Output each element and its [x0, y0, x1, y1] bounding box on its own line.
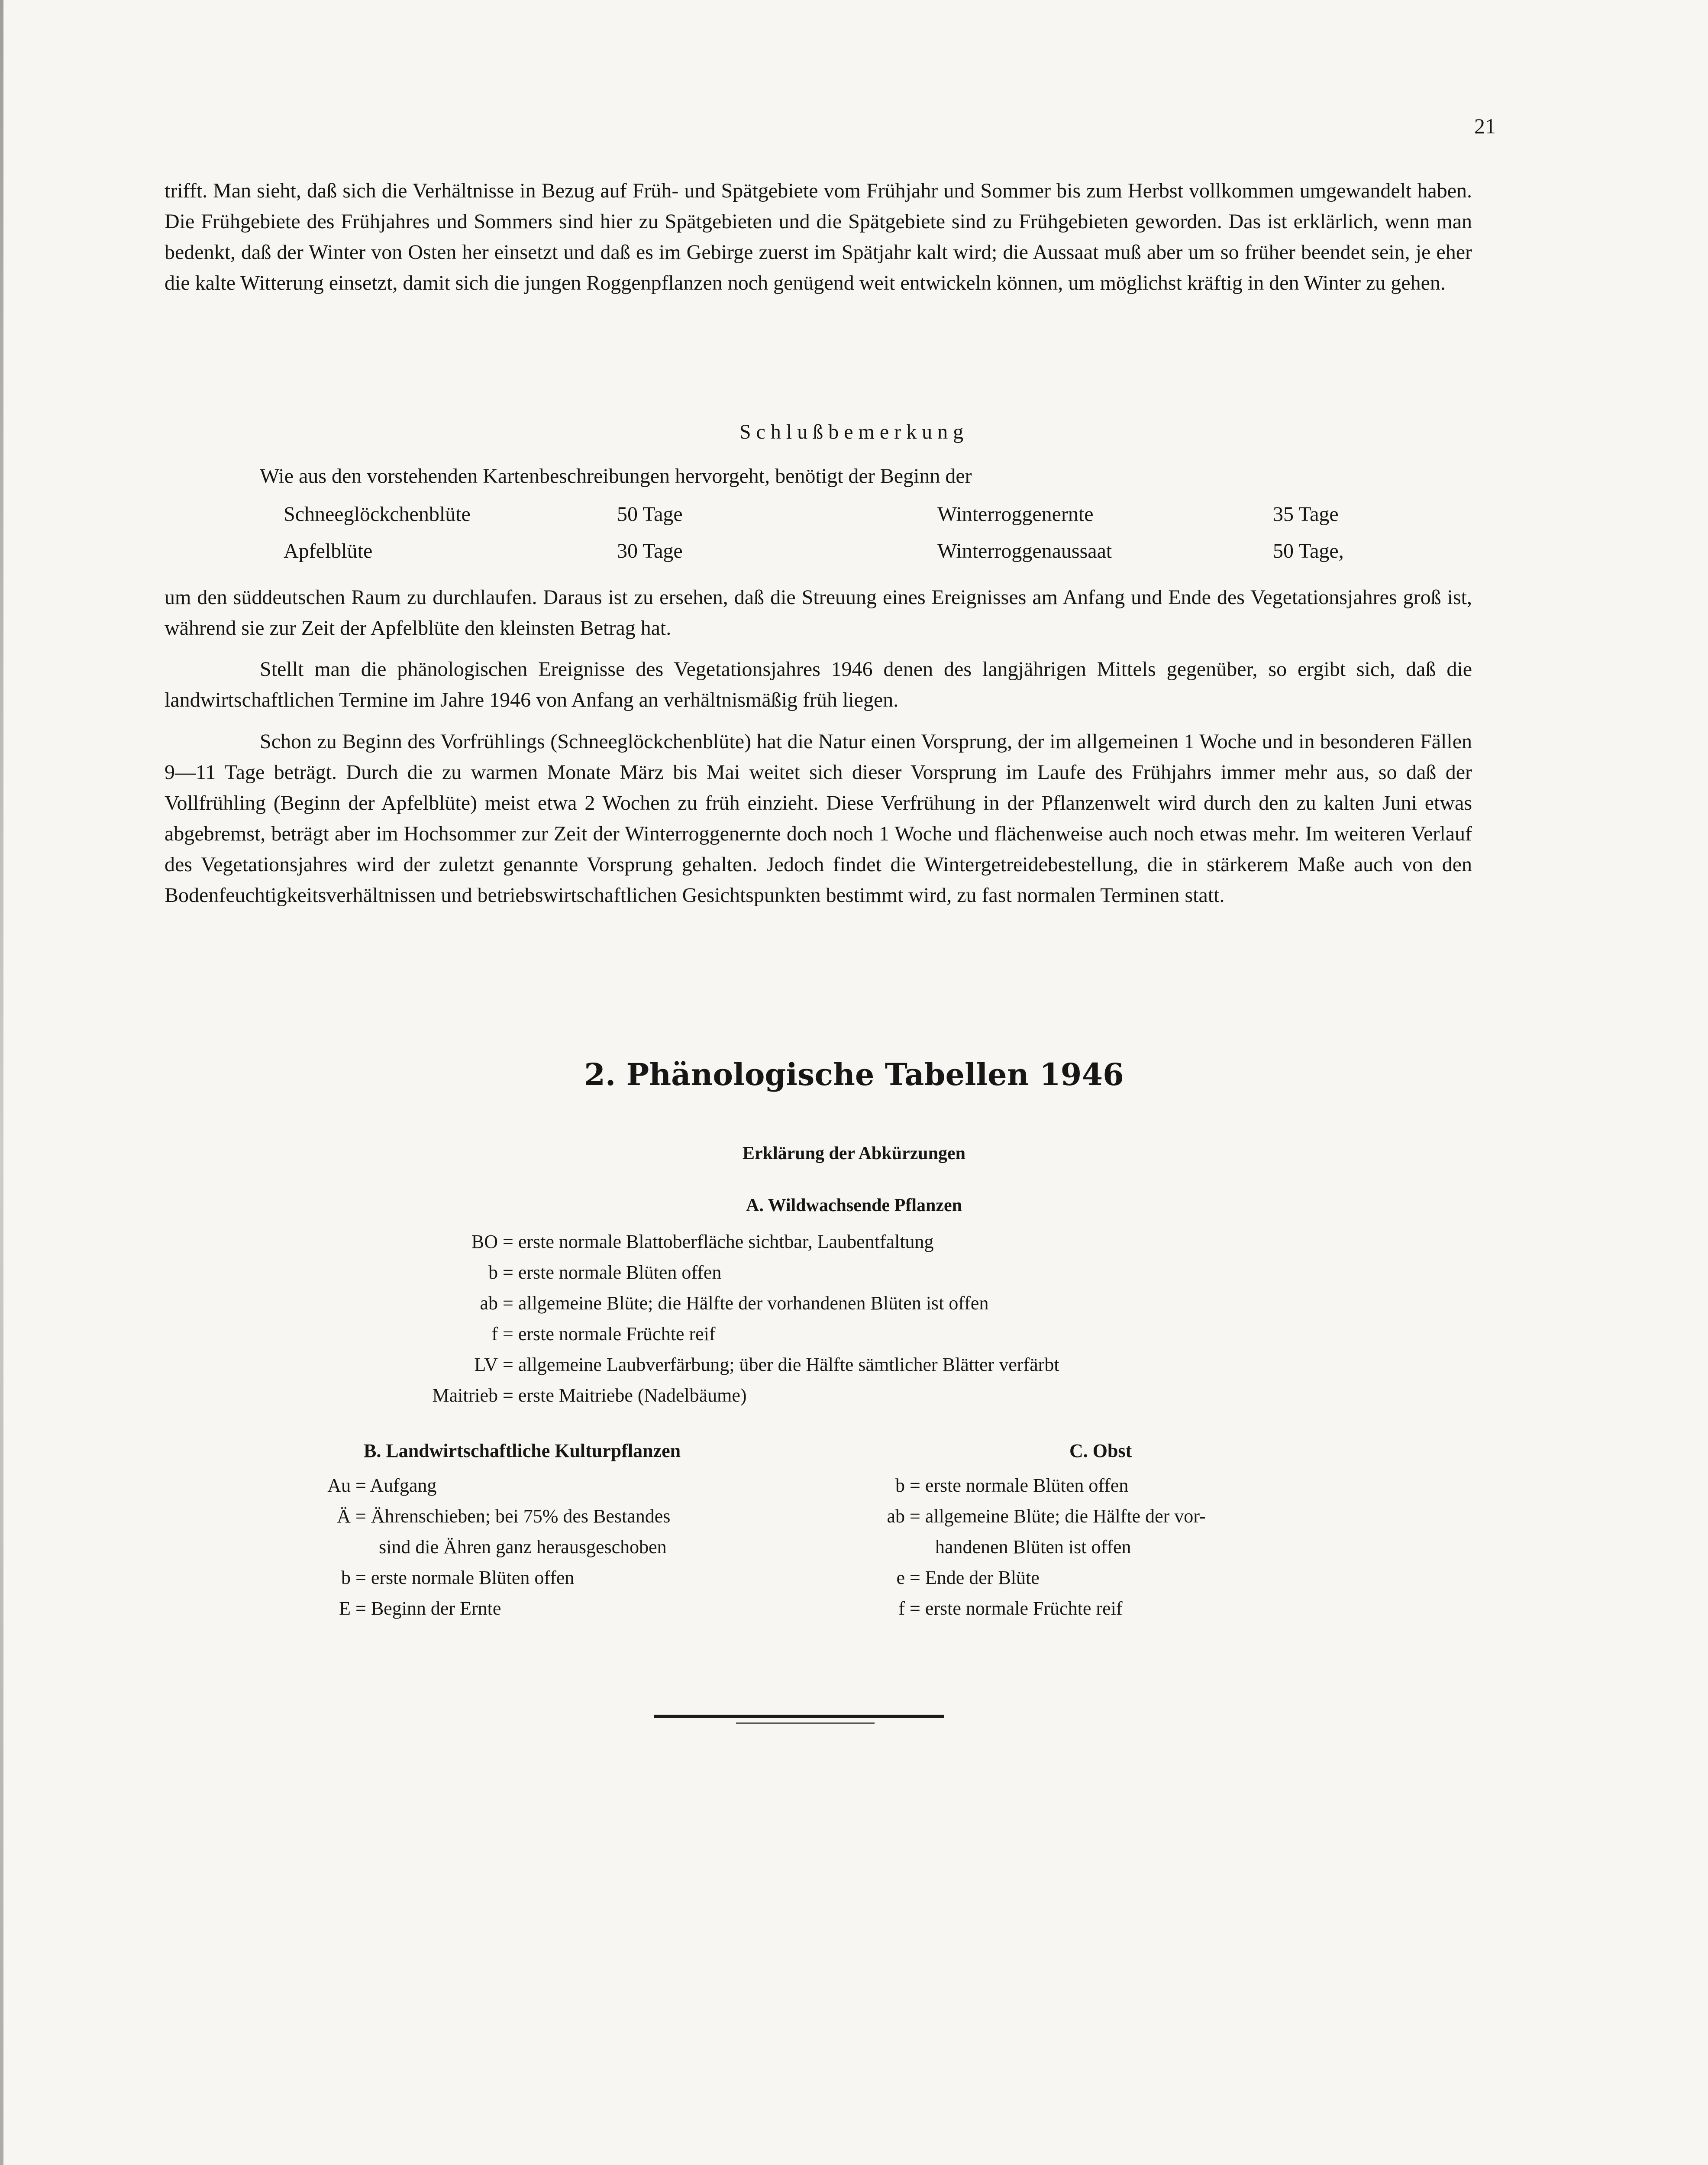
abbr-key: Maitrieb: [432, 1385, 498, 1406]
closing-paragraph: um den süddeutschen Raum zu durchlaufen. Daraus ist zu ersehen, daß die Streuung eines Ereignisses am Anfang und Ende des Vegetationsjahres groß ist, während sie zur Zeit der Apfelblüte den kleinsten Betrag hat.: [165, 586, 1472, 640]
abbr-text: erste normale Blüten offen: [925, 1475, 1129, 1496]
abbr-key: b: [488, 1262, 498, 1283]
abbr-key: Ä: [337, 1506, 351, 1527]
abbr-text: allgemeine Blüte; die Hälfte der vorhandenen Blüten ist offen: [518, 1293, 989, 1314]
abbreviation-row: b = erste normale Blüten offen: [862, 1474, 1128, 1496]
event-name: Schneeglöckchenblüte: [284, 503, 471, 526]
abbreviation-row: Maitrieb = erste Maitriebe (Nadelbäume): [390, 1384, 747, 1406]
abbr-key: ab: [887, 1506, 905, 1527]
event-days: 30 Tage: [617, 540, 683, 562]
abbr-key: LV: [474, 1354, 498, 1375]
event-name: Apfelblüte: [284, 540, 373, 562]
abbreviation-row: Au = Aufgang: [303, 1474, 436, 1496]
page-number: 21: [1474, 114, 1496, 138]
event-name: Winterroggenaussaat: [937, 540, 1112, 562]
abbr-key: Au: [327, 1475, 351, 1496]
abbreviation-row: f = erste normale Früchte reif: [862, 1597, 1123, 1619]
abbreviation-row: b = erste normale Blüten offen: [303, 1567, 574, 1589]
abbr-text: erste normale Früchte reif: [925, 1598, 1123, 1619]
abbr-text: Ende der Blüte: [925, 1567, 1040, 1588]
abbreviation-continuation: sind die Ähren ganz herausgeschoben: [379, 1536, 667, 1558]
event-days: 35 Tage: [1273, 503, 1339, 526]
abbr-key: b: [895, 1475, 905, 1496]
abbreviation-row: e = Ende der Blüte: [862, 1567, 1040, 1589]
abbr-key: e: [896, 1567, 905, 1588]
group-c-title: C. Obst: [1069, 1440, 1132, 1461]
closing-paragraph: Stellt man die phänologischen Ereignisse des Vegetationsjahres 1946 denen des langjährigen Mittels gegenüber, so ergibt sich, daß die landwirtschaftlichen Termine im Jahre 1946 von Anfang an verhältnismäßig früh liegen.: [165, 658, 1472, 711]
abbr-key: f: [491, 1323, 498, 1344]
event-name: Winterroggenernte: [937, 503, 1094, 526]
abbr-key: E: [339, 1598, 351, 1619]
group-a-title: A. Wildwachsende Pflanzen: [746, 1196, 962, 1215]
abbreviation-row: ab = allgemeine Blüte; die Hälfte der vor-: [862, 1505, 1206, 1527]
event-days: 50 Tage: [617, 503, 683, 526]
event-days: 50 Tage,: [1273, 540, 1344, 562]
abbreviation-row: E = Beginn der Ernte: [303, 1597, 501, 1619]
abbreviation-row: b = erste normale Blüten offen: [390, 1261, 721, 1283]
abbr-key: BO: [471, 1231, 498, 1252]
end-rule: [654, 1715, 944, 1718]
abbr-text: Beginn der Ernte: [371, 1598, 501, 1619]
closing-paragraph: Schon zu Beginn des Vorfrühlings (Schneeglöckchenblüte) hat die Natur einen Vorsprung, der im allgemeinen 1 Woche und in besonderen Fällen 9—11 Tage beträgt. Durch die zu warmen Monate März bis Mai weitet sich dieser Vorsprung im Laufe des Frühjahrs immer mehr aus, so daß der Vollfrühling (Beginn der Apfelblüte) meist etwa 2 Wochen zu früh einzieht. Diese Verfrühung in der Pflanzenwelt wird durch den zu kalten Juni etwas abgebremst, beträgt aber im Hochsommer zur Zeit der Winterroggenernte doch noch 1 Woche und flächenweise auch noch etwas mehr. Im weiteren Verlauf des Vegetationsjahres wird der zuletzt genannte Vorsprung gehalten. Jedoch findet die Wintergetreidebestellung, die in stärkerem Maße auch von den Bodenfeuchtigkeitsverhältnissen und betriebswirtschaftlichen Gesichtspunkten bestimmt wird, zu fast normalen Terminen statt.: [165, 730, 1472, 907]
abbreviation-continuation: handenen Blüten ist offen: [935, 1536, 1131, 1558]
abbr-text: erste normale Blattoberfläche sichtbar, Laubentfaltung: [518, 1231, 934, 1252]
end-rule-thin: [736, 1722, 875, 1724]
closing-remark-lead: Wie aus den vorstehenden Kartenbeschreibungen hervorgeht, benötigt der Beginn der: [260, 465, 972, 488]
abbr-key: ab: [480, 1293, 498, 1314]
intro-paragraph: trifft. Man sieht, daß sich die Verhältnisse in Bezug auf Früh- und Spätgebiete vom Frühjahr und Sommer bis zum Herbst vollkommen umgewandelt haben. Die Frühgebiete des Frühjahres und Sommers sind hier zu Spätgebieten und die Spätgebiete sind zu Frühgebieten geworden. Das ist erklärlich, wenn man bedenkt, daß der Winter von Osten her einsetzt und daß es im Gebirge zuerst im Spätjahr kalt wird; die Aussaat muß aber um so früher beendet sein, je eher die kalte Witterung einsetzt, damit sich die jungen Roggenpflanzen noch genügend weit entwickeln können, um möglichst kräftig in den Winter zu gehen.: [165, 179, 1472, 294]
abbr-key: b: [341, 1567, 351, 1588]
abbr-text: Ährenschieben; bei 75% des Bestandes: [371, 1506, 671, 1527]
closing-remark-title: Schlußbemerkung: [739, 420, 969, 443]
abbr-text: erste normale Blüten offen: [518, 1262, 722, 1283]
abbr-text: erste Maitriebe (Nadelbäume): [518, 1385, 747, 1406]
group-b-title: B. Landwirtschaftliche Kulturpflanzen: [364, 1440, 681, 1461]
abbr-key: f: [898, 1598, 905, 1619]
abbr-text: allgemeine Laubverfärbung; über die Hälfte sämtlicher Blätter verfärbt: [518, 1354, 1059, 1375]
abbreviation-row: f = erste normale Früchte reif: [390, 1323, 716, 1345]
abbreviation-row: LV = allgemeine Laubverfärbung; über die Hälfte sämtlicher Blätter verfärbt: [390, 1354, 1059, 1376]
abbr-text: erste normale Früchte reif: [518, 1323, 716, 1344]
abbreviation-row: BO = erste normale Blattoberfläche sichtbar, Laubentfaltung: [390, 1231, 934, 1253]
section-subtitle: Erklärung der Abkürzungen: [742, 1144, 965, 1163]
abbr-text: allgemeine Blüte; die Hälfte der vor-: [925, 1506, 1206, 1527]
abbreviation-row: Ä = Ährenschieben; bei 75% des Bestandes: [303, 1505, 670, 1527]
abbreviation-row: ab = allgemeine Blüte; die Hälfte der vorhandenen Blüten ist offen: [390, 1292, 988, 1314]
section-title: 2. Phänologische Tabellen 1946: [584, 1057, 1124, 1092]
abbr-text: Aufgang: [370, 1475, 437, 1496]
abbr-text: erste normale Blüten offen: [371, 1567, 575, 1588]
